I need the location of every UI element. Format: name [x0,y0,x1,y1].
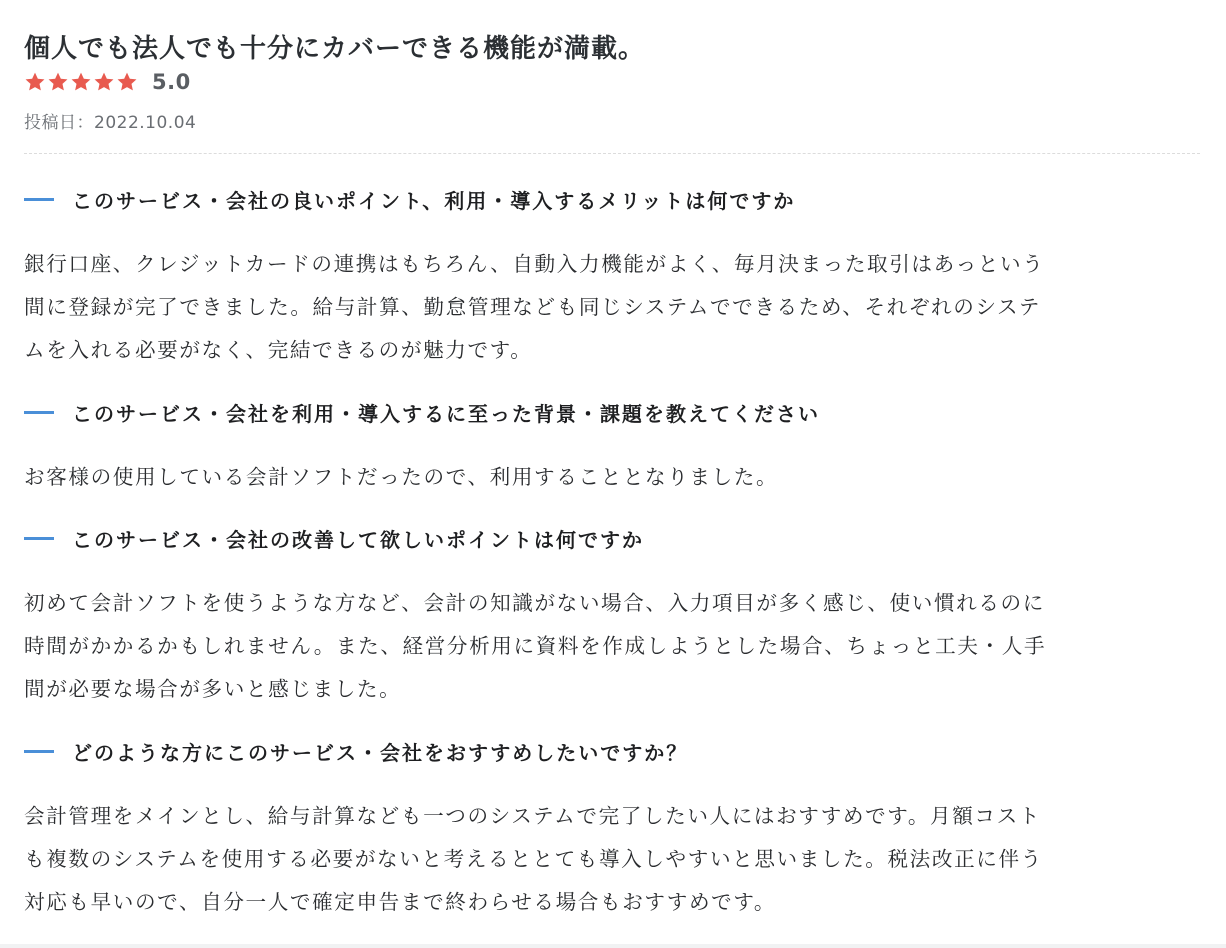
star-icon [116,71,139,93]
star-rating [24,71,139,93]
answer-line: 会計管理をメインとし、給与計算なども一つのシステムで完了したい人にはおすすめです。月額コスト [24,804,1041,828]
question-heading [24,736,1200,766]
question-text: どのような方にこのサービス・会社をおすすめしたいですか？ [72,740,689,765]
answer-line: ムを入れる必要がなく、完結できるのが魅力です。 [24,338,533,362]
heading-accent-bar [24,198,54,201]
question-text: このサービス・会社の良いポイント、利用・導入するメリットは何ですか [72,188,796,213]
heading-accent-bar [24,750,54,753]
star-icon [24,71,47,93]
star-icon [47,71,70,93]
qa-item [24,736,1200,924]
qa-item [24,523,1200,711]
answer-line: も複数のシステムを使用する必要がないと考えるととても導入しやすいと思いました。税法改正に伴う [24,847,1043,871]
answer-line: 初めて会計ソフトを使うような方など、会計の知識がない場合、入力項目が多く感じ、使い慣れるのに [24,591,1045,615]
answer-line: 銀行口座、クレジットカードの連携はもちろん、自動入力機能がよく、毎月決まった取引はあっという [24,252,1045,276]
heading-accent-bar [24,411,54,414]
question-heading [24,184,1200,214]
answer-line: 対応も早いので、自分一人で確定申告まで終わらせる場合もおすすめです。 [24,890,777,914]
answer-text [24,243,1200,372]
rating-value: 5.0 [152,70,191,94]
question-text: このサービス・会社の改善して欲しいポイントは何ですか [72,527,644,552]
qa-item [24,397,1200,499]
question-heading [24,397,1200,427]
answer-line: 間が必要な場合が多いと感じました。 [24,677,402,701]
star-icon [93,71,116,93]
star-icon [70,71,93,93]
answer-line: お客様の使用している会計ソフトだったので、利用することとなりました。 [24,465,779,489]
posted-date: 投稿日：2022.10.04 [24,113,197,133]
heading-accent-bar [24,537,54,540]
answer-text [24,795,1200,924]
answer-line: 時間がかかるかもしれません。また、経営分析用に資料を作成しようとした場合、ちょっと工夫・人手 [24,634,1047,658]
question-text: このサービス・会社を利用・導入するに至った背景・課題を教えてください [72,401,820,426]
answer-text [24,582,1200,711]
answer-text [24,456,1200,499]
rating-row [24,66,191,98]
bottom-border [0,944,1226,948]
review-title: 個人でも法人でも十分にカバーできる機能が満載。 [24,34,646,64]
qa-item [24,184,1200,372]
question-heading [24,523,1200,553]
answer-line: 間に登録が完了できました。給与計算、勤怠管理なども同じシステムでできるため、それぞれのシステ [24,295,1041,319]
divider [24,153,1200,154]
